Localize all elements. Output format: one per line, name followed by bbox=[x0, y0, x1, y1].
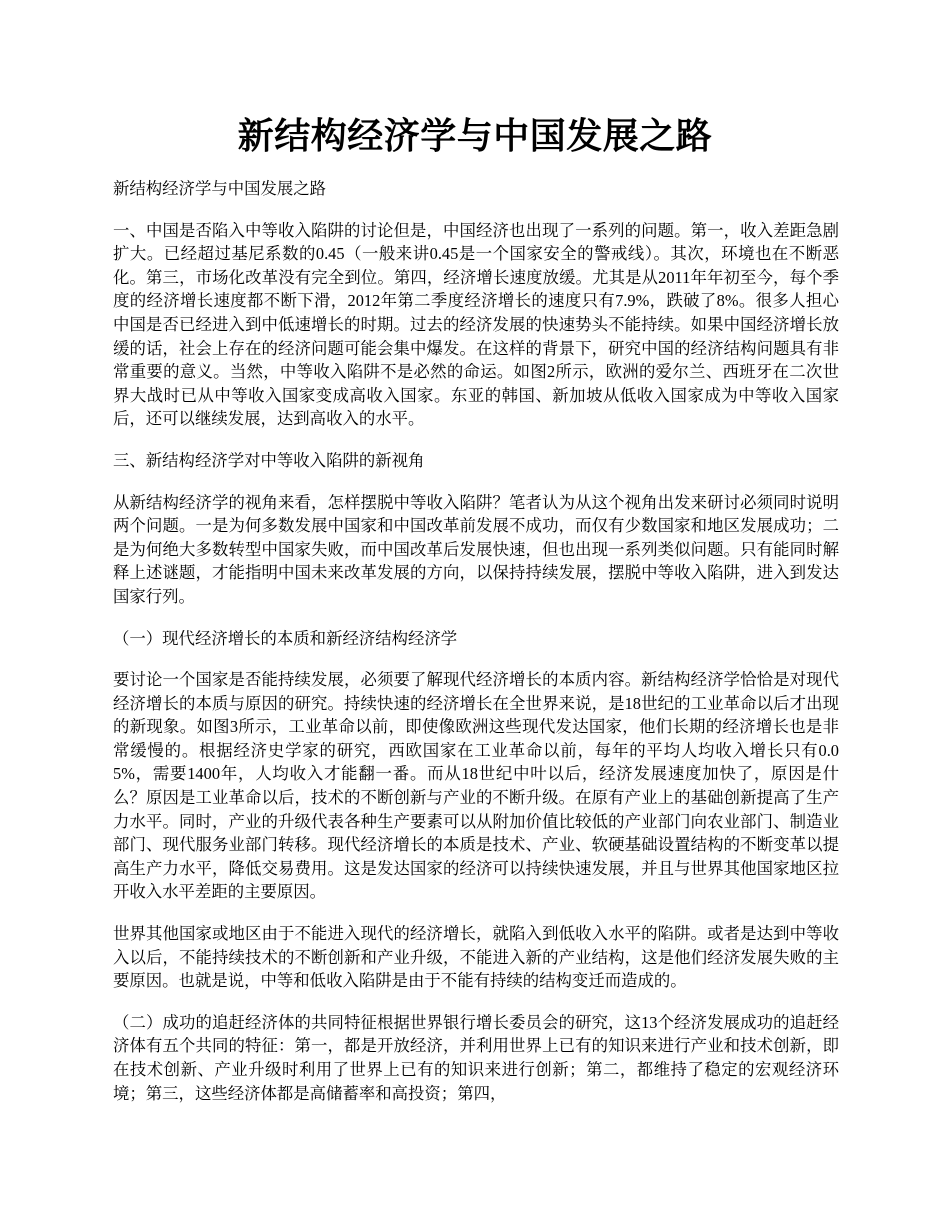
subsection-one-paragraph: 要讨论一个国家是否能持续发展，必须要了解现代经济增长的本质内容。新结构经济学恰恰是对现代经济增长的本质与原因的研究。持续快速的经济增长在全世界来说，是18世纪的工业革命以后才出现的新现象。如图3所示，工业革命以前，即使像欧洲这些现代发达国家，他们长期的经济增长也是非常缓慢的。根据经济史学家的研究，西欧国家在工业革命以前，每年的平均人均收入增长只有0.05%，需要1400年，人均收入才能翻一番。而从18世纪中叶以后，经济发展速度加快了，原因是什么？原因是工业革命以后，技术的不断创新与产业的不断升级。在原有产业上的基础创新提高了生产力水平。同时，产业的升级代表各种生产要素可以从附加价值比较低的产业部门向农业部门、制造业部门、现代服务业部门转移。现代经济增长的本质是技术、产业、软硬基础设置结构的不断变革以提高生产力水平，降低交易费用。这是发达国家的经济可以持续快速发展，并且与世界其他国家地区拉开收入水平差距的主要原因。 bbox=[113, 670, 839, 902]
subsection-one-heading: （一）现代经济增长的本质和新经济结构经济学 bbox=[113, 628, 458, 648]
subsection-two-paragraph: （二）成功的追赶经济体的共同特征根据世界银行增长委员会的研究，这13个经济发展成功的追赶经济体有五个共同的特征：第一，都是开放经济，并利用世界上已有的知识来进行产业和技术创新，即在技术创新、产业升级时利用了世界上已有的知识来进行创新；第二，都维持了稳定的宏观经济环境；第三，这些经济体都是高储蓄率和高投资；第四， bbox=[113, 1012, 839, 1103]
document-title: 新结构经济学与中国发展之路 bbox=[237, 116, 713, 156]
subtitle-paragraph: 新结构经济学与中国发展之路 bbox=[113, 179, 327, 198]
document-body bbox=[113, 177, 839, 1123]
middle-income-trap-paragraph: 世界其他国家或地区由于不能进入现代的经济增长，就陷入到低收入水平的陷阱。或者是达到中等收入以后，不能持续技术的不断创新和产业升级，不能进入新的产业结构，这是他们经济发展失败的主要原因。也就是说，中等和低收入陷阱是由于不能有持续的结构变迁而造成的。 bbox=[113, 924, 839, 991]
section-one-paragraph: 一、中国是否陷入中等收入陷阱的讨论但是，中国经济也出现了一系列的问题。第一，收入差距急剧扩大。已经超过基尼系数的0.45（一般来讲0.45是一个国家安全的警戒线）。其次，环境也在不断恶化。第三，市场化改革没有完全到位。第四，经济增长速度放缓。尤其是从2011年年初至今，每个季度的经济增长速度都不断下滑，2012年第二季度经济增长的速度只有7.9%，跌破了8%。很多人担心中国是否已经进入到中低速增长的时期。过去的经济发展的快速势头不能持续。如果中国经济增长放缓的话，社会上存在的经济问题可能会集中爆发。在这样的背景下，研究中国的经济结构问题具有非常重要的意义。当然，中等收入陷阱不是必然的命运。如图2所示，欧洲的爱尔兰、西班牙在二次世界大战时已从中等收入国家变成高收入国家。东亚的韩国、新加坡从低收入国家成为中等收入国家后，还可以继续发展，达到高收入的水平。 bbox=[113, 220, 839, 429]
section-three-paragraph: 从新结构经济学的视角来看，怎样摆脱中等收入陷阱？笔者认为从这个视角出发来研讨必须同时说明两个问题。一是为何多数发展中国家和中国改革前发展不成功，而仅有少数国家和地区发展成功；二是为何绝大多数转型中国家失败，而中国改革后发展快速，但也出现一系列类似问题。只有能同时解释上述谜题，才能指明中国未来改革发展的方向，以保持持续发展，摆脱中等收入陷阱，进入到发达国家行列。 bbox=[113, 492, 839, 606]
section-three-heading: 三、新结构经济学对中等收入陷阱的新视角 bbox=[113, 450, 425, 470]
